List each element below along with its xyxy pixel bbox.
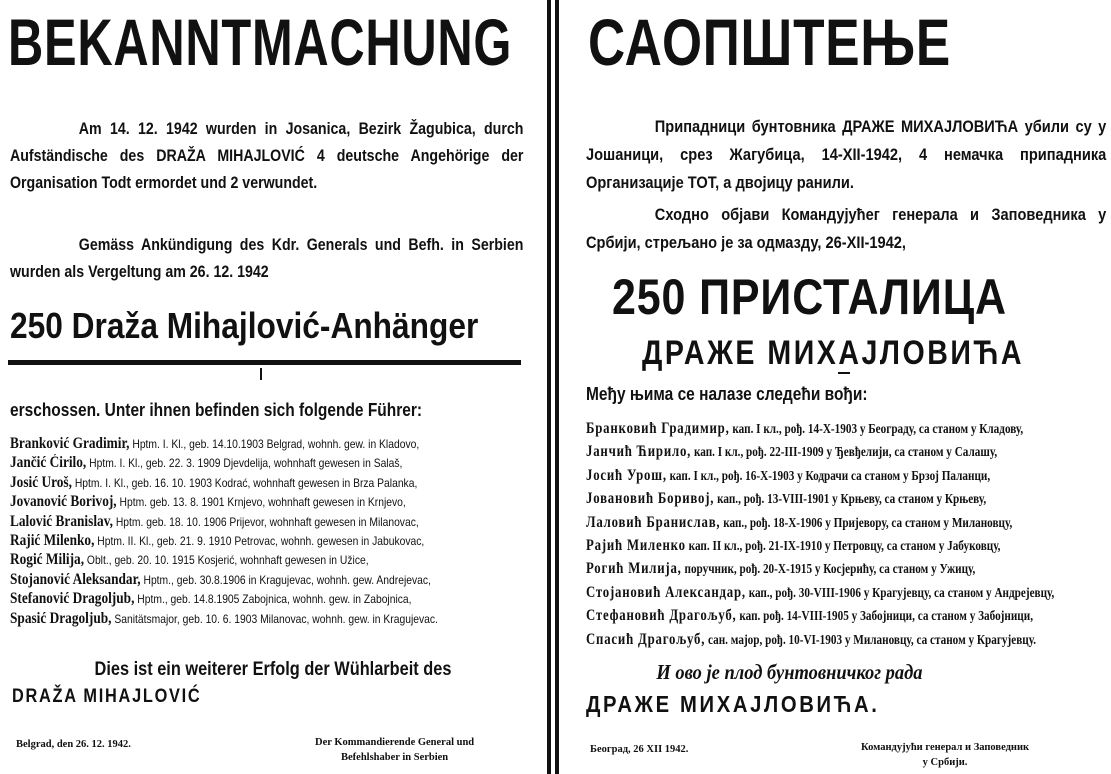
- serbian-leader-row: [586, 511, 1066, 534]
- german-paragraph-2: [10, 232, 523, 286]
- serbian-paragraph-2-text: Сходно објави Командујућег генерала и Заповедника у Србији, стрељано је за одмазду, 26-XII-1942,: [586, 205, 1107, 252]
- serbian-closing-line-2: ДРАЖЕ МИХАЈЛОВИЋА.: [586, 691, 880, 717]
- leader-details: Hptm., geb. 30.8.1906 in Kragujevac, wohnh. gew. Andrejevac,: [143, 572, 431, 587]
- leader-name: Jančić Ćirilo,: [10, 454, 87, 472]
- leader-name: Стојановић Александар,: [586, 583, 746, 601]
- serbian-paragraph-2: [586, 201, 1106, 257]
- german-footer-place-date: Belgrad, den 26. 12. 1942.: [16, 739, 131, 750]
- german-leader-row: [10, 531, 526, 550]
- serbian-leader-row: [586, 534, 1066, 557]
- leader-details: сан. мајор, рођ. 10-VI-1903 у Милановцу, са станом у Крагујевцу.: [708, 632, 1037, 648]
- serbian-closing-line-1: И ово је плод бунтовничког рада: [656, 660, 923, 684]
- german-signature-line-1: Der Kommandierende General und: [315, 737, 475, 748]
- leader-name: Stefanović Dragoljub,: [10, 590, 135, 608]
- serbian-headline-count: 250 ПРИСТАЛИЦА: [612, 269, 1007, 325]
- serbian-leaders-intro: Међу њима се налазе следећи вођи:: [586, 384, 868, 404]
- serbian-leader-row: [586, 464, 1066, 487]
- german-leader-row: [10, 434, 526, 453]
- german-closing-line-1: Dies ist ein weiterer Erfolg der Wühlarbeit des: [94, 659, 452, 680]
- leader-name: Јанчић Ћирило,: [586, 443, 692, 461]
- serbian-leader-row: [586, 417, 1066, 440]
- german-paragraph-2-text: Gemäss Ankündigung des Kdr. Generals und Befh. in Serbien wurden als Vergeltung am 26. 12. 1942: [10, 236, 524, 281]
- german-paragraph-1: [10, 116, 523, 197]
- serbian-heading: САОПШТЕЊЕ: [588, 5, 952, 79]
- serbian-headline-name: ДРАЖЕ МИХАЈЛОВИЋА: [642, 334, 1025, 372]
- serbian-signature-line-1: Командујући генерал и Заповедник: [861, 742, 1030, 753]
- column-divider-right: [555, 0, 559, 774]
- leader-name: Spasić Dragoljub,: [10, 609, 112, 627]
- leader-details: кап. II кл., рођ. 21-IX-1910 у Петровцу, са станом у Јабуковцу,: [688, 538, 1001, 554]
- leader-name: Лаловић Бранислав,: [586, 513, 721, 531]
- german-headline-rule: [8, 360, 521, 365]
- leader-details: Hptm. II. Kl., geb. 21. 9. 1910 Petrovac, wohnh. gewesen in Jabukovac,: [97, 533, 425, 548]
- serbian-leader-row: [586, 487, 1066, 510]
- german-leader-row: [10, 473, 526, 492]
- leader-details: кап. I кл., рођ. 22-III-1909 у Ђевђелији, са станом у Салашу,: [693, 445, 998, 461]
- leader-name: Rogić Milija,: [10, 551, 85, 569]
- leader-name: Бранковић Градимир,: [586, 420, 730, 437]
- leader-name: Branković Gradimir,: [10, 435, 130, 452]
- leader-name: Jovanović Borivoj,: [10, 493, 117, 511]
- leader-details: кап. I кл., рођ. 14-X-1903 у Београду, са станом у Кладову,: [732, 422, 1024, 437]
- column-divider-left: [547, 0, 551, 774]
- leader-name: Stojanović Aleksandar,: [10, 570, 141, 588]
- leader-details: Hptm. I. Kl., geb. 22. 3. 1909 Djevdelija, wohnhaft gewesen in Salaš,: [89, 456, 403, 471]
- leader-name: Lalović Branislav,: [10, 512, 113, 530]
- serbian-paragraph-1: [586, 113, 1106, 197]
- leader-name: Јовановић Боривој,: [586, 490, 715, 508]
- german-leaders-intro: erschossen. Unter ihnen befinden sich folgende Führer:: [10, 400, 423, 420]
- leader-name: Јосић Урош,: [586, 466, 667, 484]
- leader-details: Hptm. geb. 13. 8. 1901 Krnjevo, wohnhaft gewesen in Krnjevo,: [119, 495, 406, 510]
- serbian-leader-row: [586, 557, 1066, 580]
- leader-details: Hptm. geb. 18. 10. 1906 Prijevor, wohnhaft gewesen in Milanovac,: [115, 514, 419, 529]
- leader-details: Hptm. I. Kl., geb. 16. 10. 1903 Kodrać, wohnhaft gewesen in Brza Palanka,: [74, 475, 418, 490]
- german-closing: [12, 656, 451, 710]
- leader-name: Рогић Милија,: [586, 560, 682, 578]
- serbian-leader-row: [586, 581, 1066, 604]
- leader-name: Стефановић Драгољуб,: [586, 607, 737, 625]
- serbian-leader-row: [586, 604, 1066, 627]
- german-leader-row: [10, 609, 526, 628]
- leader-details: Hptm., geb. 14.8.1905 Zabojnica, wohnh. gew. in Zabojnica,: [137, 592, 412, 607]
- german-leaders-list: [10, 434, 610, 628]
- serbian-closing: [586, 656, 923, 720]
- serbian-notice: [576, 0, 1111, 774]
- german-heading: BEKANNTMACHUNG: [8, 5, 513, 79]
- german-footer-signature: [315, 735, 474, 765]
- german-leader-row: [10, 570, 526, 589]
- leader-details: Hptm. I. Kl., geb. 14.10.1903 Belgrad, wohnh. gew. in Kladovo,: [132, 437, 420, 451]
- german-leader-row: [10, 453, 526, 472]
- german-leader-row: [10, 589, 526, 608]
- german-paragraph-1-text: Am 14. 12. 1942 wurden in Josanica, Bezirk Žagubica, durch Aufständische des DRAŽA MIHAJLOVIĆ 4 deutsche Angehörige der Organisation Todt ermordet und 2 verwundet.: [10, 120, 524, 192]
- serbian-paragraph-1-text: Припадници бунтовника ДРАЖЕ МИХАЈЛОВИЋА убили су у Јошаници, срез Жагубица, 14-XII-1942, 4 немачка припадника Организације ТОТ, а двојицу ранили.: [586, 117, 1107, 192]
- serbian-mark: [838, 372, 850, 374]
- german-leader-row: [10, 512, 526, 531]
- leader-details: поручник, рођ. 20-X-1915 у Косјерићу, са станом у Ужицу,: [684, 562, 976, 578]
- german-notice: [0, 0, 540, 774]
- leader-name: Rajić Milenko,: [10, 531, 95, 549]
- leader-details: Oblt., geb. 20. 10. 1915 Kosjerić, wohnhaft gewesen in Užice,: [86, 553, 369, 568]
- leader-details: Sanitätsmajor, geb. 10. 6. 1903 Milanovac, wohnh. gew. in Kragujevac.: [114, 611, 438, 626]
- leader-details: кап., рођ. 18-X-1906 у Пријевору, са станом у Милановцу,: [723, 515, 1013, 531]
- leader-details: кап. I кл., рођ. 16-X-1903 у Кодрачи са станом у Брзој Паланци,: [669, 468, 991, 484]
- serbian-footer-place-date: Београд, 26 XII 1942.: [590, 744, 689, 755]
- leader-details: кап. рођ. 14-VIII-1905 у Забојници, са станом у Забојници,: [739, 609, 1034, 625]
- leader-details: кап., рођ. 30-VIII-1906 у Крагујевцу, са станом у Андрејевцу,: [748, 585, 1055, 601]
- german-headline-count: 250 Draža Mihajlović-Anhänger: [10, 305, 479, 346]
- german-leader-row: [10, 550, 526, 569]
- serbian-footer-signature: [861, 740, 1029, 770]
- serbian-leader-row: [586, 628, 1066, 651]
- serbian-leaders-list: [586, 417, 1111, 651]
- serbian-signature-line-2: у Србији.: [922, 757, 968, 768]
- german-closing-line-2: DRAŽA MIHAJLOVIĆ: [12, 686, 202, 707]
- leader-details: кап., рођ. 13-VIII-1901 у Крњеву, са станом у Крњеву,: [717, 492, 987, 508]
- german-signature-line-2: Befehlshaber in Serbien: [341, 752, 449, 763]
- serbian-leader-row: [586, 440, 1066, 463]
- leader-name: Josić Uroš,: [10, 473, 72, 491]
- leader-name: Рајић Миленко: [586, 536, 686, 554]
- german-leader-row: [10, 492, 526, 511]
- leader-name: Спасић Драгољуб,: [586, 630, 706, 648]
- german-mark: [260, 368, 262, 380]
